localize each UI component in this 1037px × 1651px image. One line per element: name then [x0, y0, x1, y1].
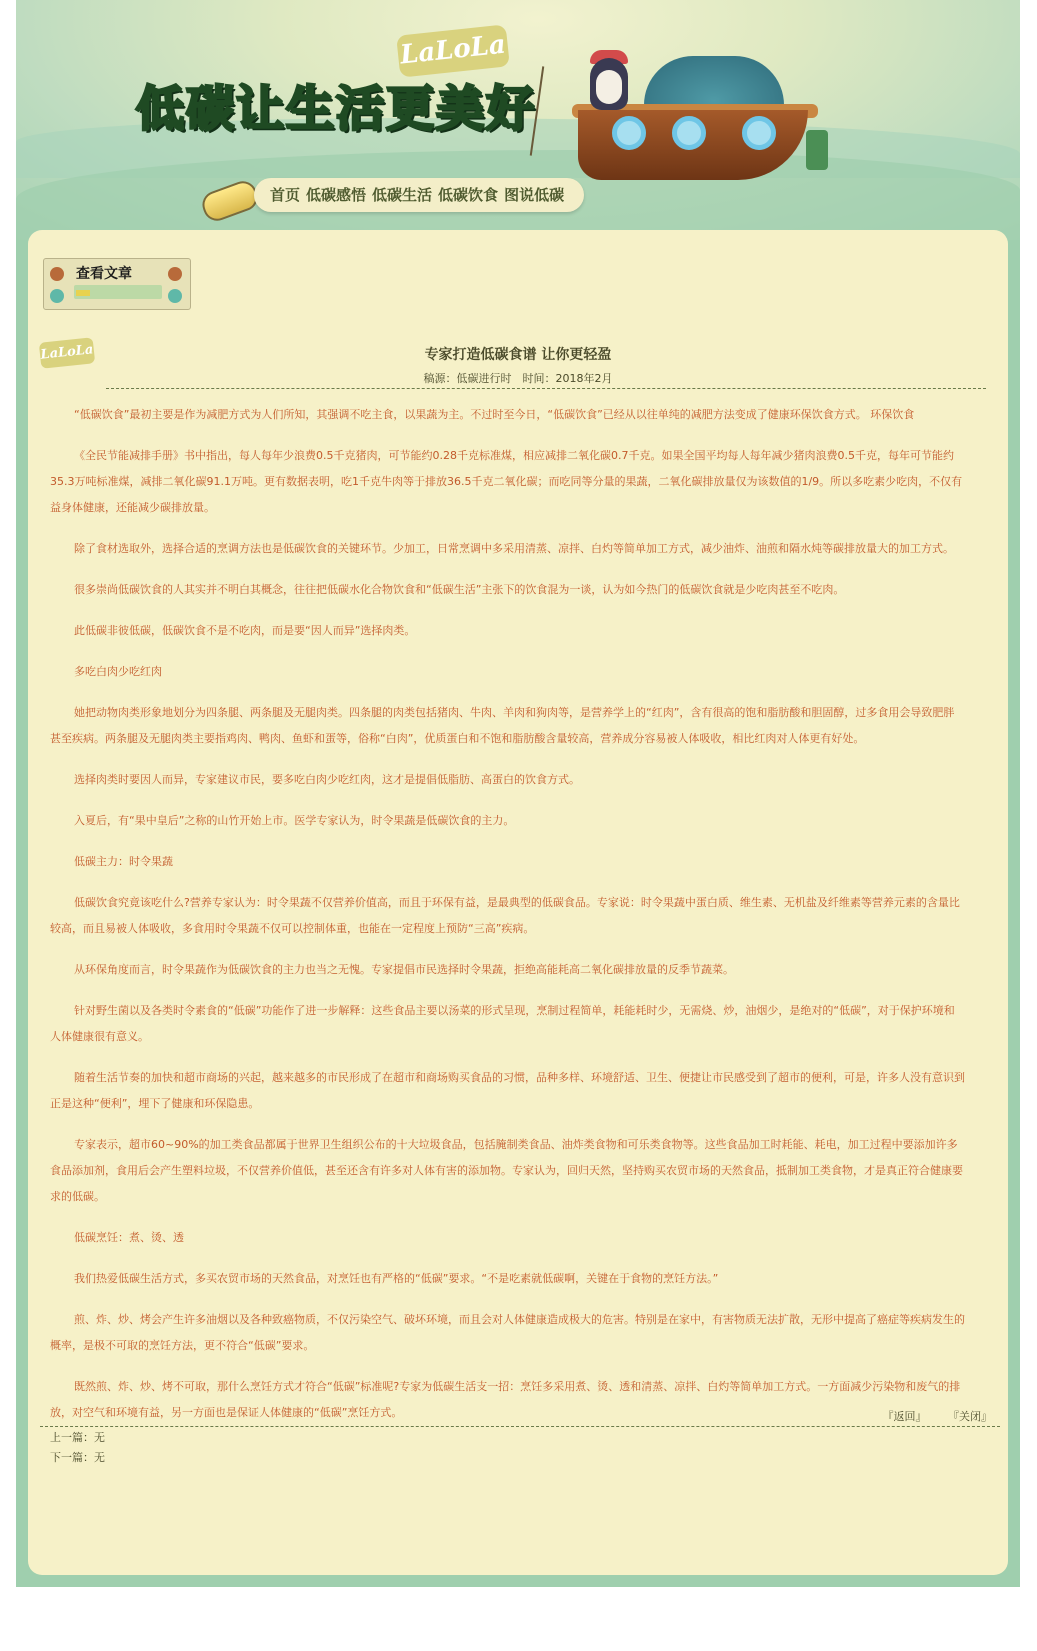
paragraph: 入夏后，有“果中皇后”之称的山竹开始上市。医学专家认为，时令果蔬是低碳饮食的主力。	[74, 814, 515, 827]
paragraph: 低碳主力：时令果蔬	[74, 855, 173, 868]
porthole-icon	[672, 116, 706, 150]
next-article-link[interactable]: 下一篇：无	[50, 1451, 105, 1464]
paragraph: 低碳饮食究竟该吃什么?营养专家认为：时令果蔬不仅营养价值高，而且于环保有益，是最典型的低碳食品。专家说：时令果蔬中蛋白质、维生素、无机盐及纤维素等营养元素的含量比较高，而且易被人体吸收，多食用时令果蔬不仅可以控制体重，也能在一定程度上预防“三高”疾病。	[50, 896, 960, 935]
header-banner	[16, 0, 1020, 240]
paragraph: 《全民节能减排手册》书中指出，每人每年少浪费0.5千克猪肉，可节能约0.28千克标准煤，相应减排二氧化碳0.7千克。如果全国平均每人每年减少猪肉浪费0.5千克，每年可节能约35.3万吨标准煤，减排二氧化碳91.1万吨。更有数据表明，吃1千克牛肉等于排放36.5千克二氧化碳；而吃同等分量的果蔬，二氧化碳排放量仅为该数值的1/9。所以多吃素少吃肉，不仅有益身体健康，还能减少碳排放量。	[50, 449, 963, 514]
tab-dot-icon	[168, 289, 182, 303]
paragraph: 她把动物肉类形象地划分为四条腿、两条腿及无腿肉类。四条腿的肉类包括猪肉、牛肉、羊肉和狗肉等，是营养学上的“红肉”，含有很高的饱和脂肪酸和胆固醇，过多食用会导致肥胖甚至疾病。两条腿及无腿肉类主要指鸡肉、鸭肉、鱼虾和蛋等，俗称“白肉”，优质蛋白和不饱和脂肪酸含量较高，营养成分容易被人体吸收，相比红肉对人体更有好处。	[50, 706, 955, 745]
article-body	[50, 402, 965, 1441]
tab-dot-icon	[50, 289, 64, 303]
page-frame	[16, 0, 1020, 1587]
nav-low-carbon-insights[interactable]: 低碳感悟	[306, 186, 367, 204]
paragraph: 针对野生菌以及各类时令素食的“低碳”功能作了进一步解释：这些食品主要以汤菜的形式呈现，烹制过程简单，耗能耗时少，无需烧、炒，油烟少，是绝对的“低碳”，对于保护环境和人体健康很有意义。	[50, 1004, 955, 1043]
nav-low-carbon-pictures[interactable]: 图说低碳	[504, 186, 565, 204]
tab-stripe-accent	[76, 290, 90, 296]
paragraph: 既然煎、炸、炒、烤不可取，那什么烹饪方式才符合“低碳”标准呢?专家为低碳生活支一招：烹饪多采用煮、烫、透和清蒸、凉拌、白灼等简单加工方式。一方面减少污染物和废气的排放，对空气和环境有益，另一方面也是保证人体健康的“低碳”烹饪方式。	[50, 1380, 961, 1419]
paragraph: 我们热爱低碳生活方式，多买农贸市场的天然食品，对烹饪也有严格的“低碳”要求。“不是吃素就低碳啊，关键在于食物的烹饪方法。”	[74, 1272, 719, 1285]
section-tab	[43, 258, 191, 310]
content-panel	[28, 230, 1008, 1575]
paragraph: 此低碳非彼低碳，低碳饮食不是不吃肉，而是要“因人而异”选择肉类。	[74, 624, 416, 637]
main-nav	[270, 184, 564, 205]
article-actions	[865, 1408, 993, 1424]
article-title: 专家打造低碳食谱 让你更轻盈	[424, 347, 612, 363]
prev-next	[50, 1428, 105, 1468]
penguin-face	[596, 70, 622, 104]
nav-low-carbon-life[interactable]: 低碳生活	[372, 186, 433, 204]
nav-low-carbon-diet[interactable]: 低碳饮食	[438, 186, 499, 204]
paragraph: 从环保角度而言，时令果蔬作为低碳饮食的主力也当之无愧。专家提倡市民选择时令果蔬，拒绝高能耗高二氧化碳排放量的反季节蔬菜。	[74, 963, 734, 976]
lalola-logo: LaLoLa	[396, 24, 510, 77]
section-tab-label: 查看文章	[76, 266, 132, 282]
paragraph: 专家表示，超市60~90%的加工类食品都属于世界卫生组织公布的十大垃圾食品，包括腌制类食品、油炸类食物和可乐类食物等。这些食品加工时耗能、耗电，加工过程中要添加许多食品添加剂，食用后会产生塑料垃圾，不仅营养价值低，甚至还含有许多对人体有害的添加物。专家认为，回归天然，坚持购买农贸市场的天然食品，抵制加工类食物，才是真正符合健康要求的低碳。	[50, 1138, 963, 1203]
article-meta: 稿源：低碳进行时 时间：2018年2月	[423, 372, 613, 385]
tab-dot-icon	[168, 267, 182, 281]
divider	[106, 388, 986, 389]
porthole-icon	[612, 116, 646, 150]
paragraph: 多吃白肉少吃红肉	[74, 665, 162, 678]
paragraph: 除了食材选取外，选择合适的烹调方法也是低碳饮食的关键环节。少加工，日常烹调中多采用清蒸、凉拌、白灼等简单加工方式，减少油炸、油煎和隔水炖等碳排放量大的加工方式。	[74, 542, 954, 555]
tab-dot-icon	[50, 267, 64, 281]
divider	[40, 1426, 1000, 1427]
porthole-icon	[742, 116, 776, 150]
prev-article-link[interactable]: 上一篇：无	[50, 1431, 105, 1444]
close-link[interactable]: 『关闭』	[948, 1410, 992, 1423]
back-link[interactable]: 『返回』	[882, 1410, 927, 1423]
paragraph: 很多崇尚低碳饮食的人其实并不明白其概念，往往把低碳水化合物饮食和“低碳生活”主张下的饮食混为一谈，认为如今热门的低碳饮食就是少吃肉甚至不吃肉。	[74, 583, 845, 596]
paragraph: “低碳饮食”最初主要是作为减肥方式为人们所知，其强调不吃主食，以果蔬为主。不过时至今日，“低碳饮食”已经从以往单纯的减肥方法变成了健康环保饮食方式。 环保饮食	[74, 408, 915, 421]
paragraph: 选择肉类时要因人而异，专家建议市民，要多吃白肉少吃红肉，这才是提倡低脂肪、高蛋白的饮食方式。	[74, 773, 580, 786]
site-title: 低碳让生活更美好	[136, 81, 537, 137]
paragraph: 随着生活节奏的加快和超市商场的兴起，越来越多的市民形成了在超市和商场购买食品的习惯，品种多样、环境舒适、卫生、便捷让市民感受到了超市的便利，可是，许多人没有意识到正是这种“便利”，埋下了健康和环保隐患。	[50, 1071, 965, 1110]
paragraph: 低碳烹饪：煮、烫、透	[74, 1231, 184, 1244]
article-lalola-logo: LaLoLa	[39, 337, 95, 369]
rudder-illustration	[806, 130, 828, 170]
paragraph: 煎、炸、炒、烤会产生许多油烟以及各种致癌物质，不仅污染空气、破坏环境，而且会对人体健康造成极大的危害。特别是在家中，有害物质无法扩散，无形中提高了癌症等疾病发生的概率，是极不可取的烹饪方法，更不符合“低碳”要求。	[50, 1313, 965, 1352]
nav-home[interactable]: 首页	[270, 186, 301, 204]
